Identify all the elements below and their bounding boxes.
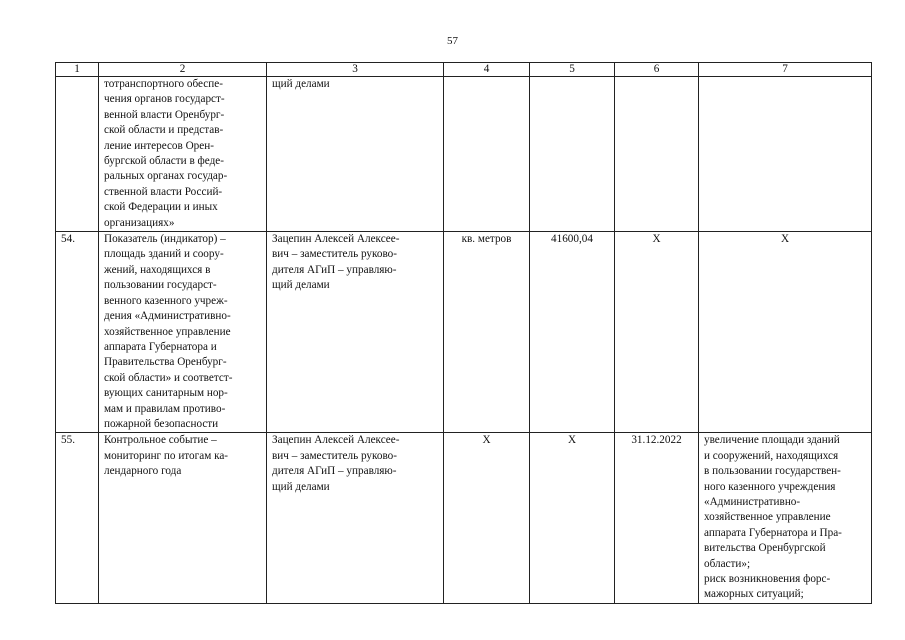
indicator-name: Контрольное событие – мониторинг по итогам ка- лендарного года	[99, 433, 267, 603]
responsible-person: щий делами	[267, 77, 444, 232]
column-header-5: 5	[530, 63, 615, 77]
column-header-1: 1	[56, 63, 99, 77]
responsible-person: Зацепин Алексей Алексее- вич – заместитель руково- дителя АГиП – управляю- щий делами	[267, 433, 444, 603]
row-number: 54.	[56, 232, 99, 433]
date: 31.12.2022	[615, 433, 699, 603]
table-row	[56, 433, 872, 603]
unit: кв. метров	[444, 232, 530, 433]
indicator-name: Показатель (индикатор) – площадь зданий и соору- жений, находящихся в пользовании государст- венного казенного учреж- дения «Административно- хозяйственное управление аппарата Губернатора и Правительства Оренбург- ской области» и соответст- вующих санитарным нор- мам и правилам противо- пожарной безопасности	[99, 232, 267, 433]
document-table	[55, 62, 872, 604]
unit	[444, 77, 530, 232]
row-number: 55.	[56, 433, 99, 603]
value	[530, 77, 615, 232]
result	[699, 77, 872, 232]
row-number	[56, 77, 99, 232]
value: 41600,04	[530, 232, 615, 433]
indicator-name: тотранспортного обеспе- чения органов государст- венной власти Оренбург- ской области и представ- ление интересов Орен- бургской области в феде- ральных органах государ- ственной власти Россий- ской Федерации и иных организациях»	[99, 77, 267, 232]
value: Х	[530, 433, 615, 603]
date: Х	[615, 232, 699, 433]
column-header-7: 7	[699, 63, 872, 77]
result: Х	[699, 232, 872, 433]
column-header-2: 2	[99, 63, 267, 77]
header-row	[56, 63, 872, 77]
unit: Х	[444, 433, 530, 603]
column-header-4: 4	[444, 63, 530, 77]
date	[615, 77, 699, 232]
result: увеличение площади зданий и сооружений, находящихся в пользовании государствен- ного казенного учреждения «Административно- хозяйственное управление аппарата Губернатора и Пра- вительства Оренбургской области»; риск возникновения форс- мажорных ситуаций;	[699, 433, 872, 603]
table-row	[56, 77, 872, 232]
column-header-6: 6	[615, 63, 699, 77]
page-number: 57	[447, 35, 458, 47]
responsible-person: Зацепин Алексей Алексее- вич – заместитель руково- дителя АГиП – управляю- щий делами	[267, 232, 444, 433]
column-header-3: 3	[267, 63, 444, 77]
table-row	[56, 232, 872, 433]
